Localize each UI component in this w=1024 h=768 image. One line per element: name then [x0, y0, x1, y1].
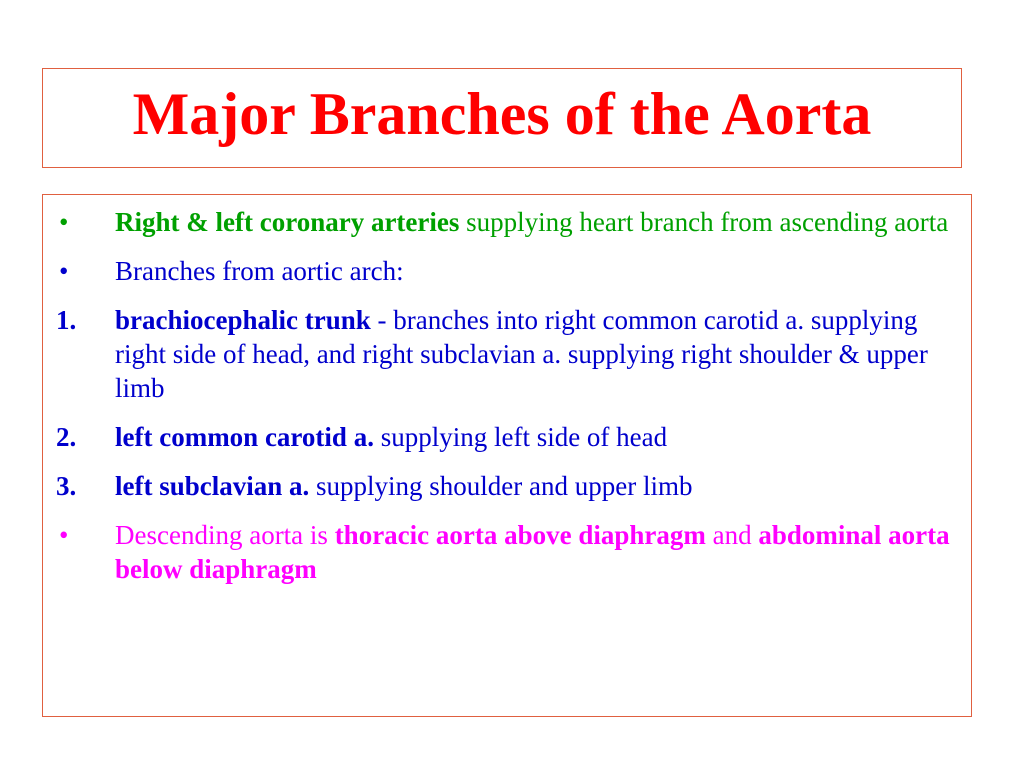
item-emphasis: left subclavian a. [115, 471, 310, 501]
item-text: - branches into right common carotid a. supplying right side of head, and right subclavian a. supplying right shoulder & upper limb [115, 305, 928, 403]
item-text: Descending aorta is [115, 520, 335, 550]
slide-title: Major Branches of the Aorta [132, 81, 872, 147]
item-emphasis: abdominal aorta below diaphragm [115, 520, 950, 584]
number-marker: 2. [56, 422, 77, 452]
item-text: supplying shoulder and upper limb [309, 471, 693, 501]
item-emphasis: left common carotid a. [115, 422, 374, 452]
number-marker: 3. [56, 471, 77, 501]
item-text: Branches from aortic arch: [115, 256, 404, 286]
bullet-marker: • [59, 520, 69, 550]
number-marker: 1. [56, 305, 77, 335]
item-emphasis: Right & left coronary arteries [115, 207, 460, 237]
list-item-descending-aorta [43, 518, 971, 586]
list-item-left-common-carotid [43, 420, 971, 454]
bullet-list [43, 205, 971, 601]
bullet-marker: • [59, 207, 69, 237]
list-item-aortic-arch [43, 254, 971, 288]
item-text: and [705, 520, 759, 550]
content-frame [42, 194, 972, 717]
list-item-brachiocephalic [43, 303, 971, 405]
list-item-coronary [43, 205, 971, 239]
item-emphasis: brachiocephalic trunk [115, 305, 371, 335]
item-text: supplying left side of head [373, 422, 668, 452]
item-emphasis: thoracic aorta above diaphragm [334, 520, 706, 550]
item-text: supplying heart branch from ascending aorta [459, 207, 949, 237]
list-item-left-subclavian [43, 469, 971, 503]
bullet-marker: • [59, 256, 69, 286]
title-frame [42, 68, 962, 168]
